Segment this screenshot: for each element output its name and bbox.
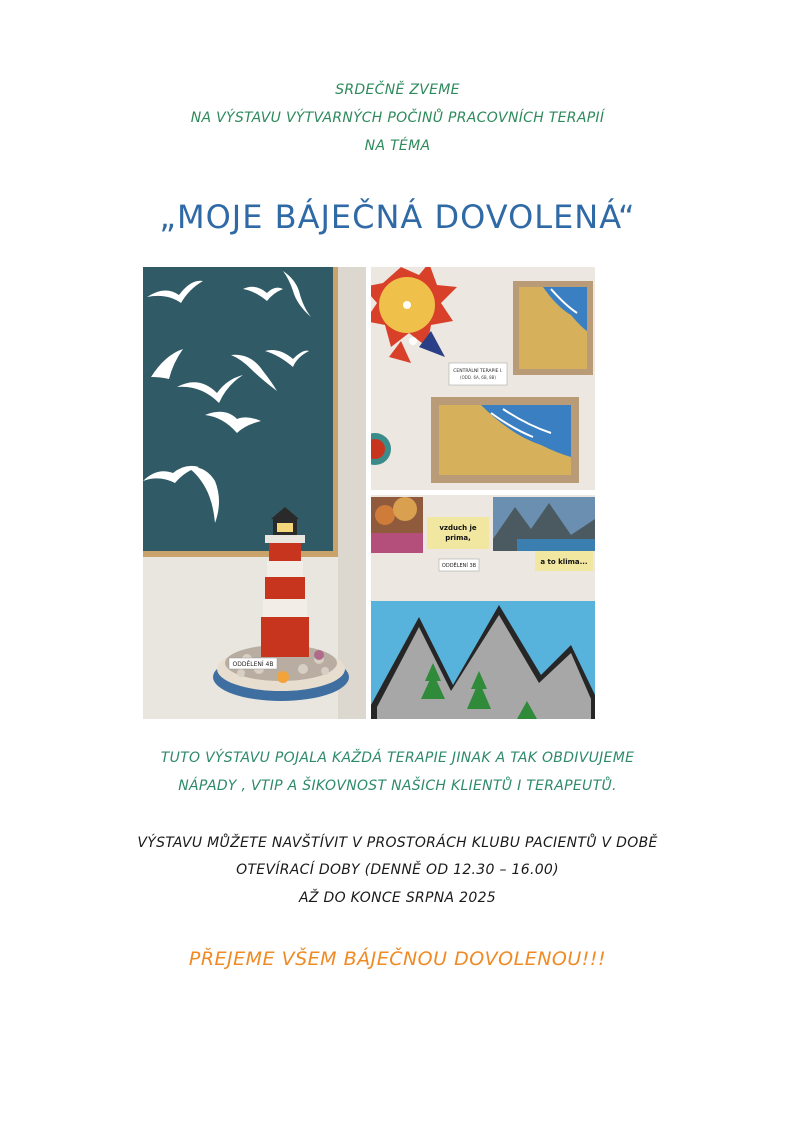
photo-collage — [371, 495, 595, 719]
description-line-1: TUTO VÝSTAVU POJALA KAŽDÁ TERAPIE JINAK A TAK OBDIVUJEME — [160, 750, 635, 766]
lighthouse-label: ODDĚLENÍ 4B — [232, 661, 274, 668]
description-line-2: NÁPADY , VTIP A ŠIKOVNOST NAŠICH KLIENTŮ I TERAPEUTŮ. — [178, 778, 617, 794]
intro-line-1: SRDEČNĚ ZVEME — [335, 82, 460, 98]
photo-frames — [371, 267, 595, 490]
poster-title: „MOJE BÁJEČNÁ DOVOLENÁ“ — [159, 198, 636, 236]
photo-lighthouse — [143, 267, 366, 719]
note-line-2: prima, — [445, 534, 471, 542]
collage-label: ODDĚLENÍ 3B — [441, 563, 477, 569]
visit-line-3: AŽ DO KONCE SRPNA 2025 — [298, 890, 497, 906]
visit-line-1: VÝSTAVU MŮŽETE NAVŠTÍVIT V PROSTORÁCH KLUBU PACIENTŮ V DOBĚ — [137, 835, 658, 851]
frames-label-line-2: (ODD. 6A, 6B, 8B) — [460, 375, 496, 380]
note-2: a to klima... — [540, 558, 588, 566]
wish-line: PŘEJEME VŠEM BÁJEČNOU DOVOLENOU!!! — [188, 948, 607, 970]
frames-label-line-1: CENTRÁLNÍ TERAPIE I. — [453, 369, 503, 374]
mosaic-craft — [371, 601, 595, 719]
intro-line-2: NA VÝSTAVU VÝTVARNÝCH POČINŮ PRACOVNÍCH TERAPIÍ — [190, 110, 605, 126]
visit-line-2: OTEVÍRACÍ DOBY (DENNĚ OD 12.30 – 16.00) — [236, 862, 559, 878]
intro-line-3: NA TÉMA — [364, 138, 431, 154]
note-line-1: vzduch je — [439, 524, 477, 532]
